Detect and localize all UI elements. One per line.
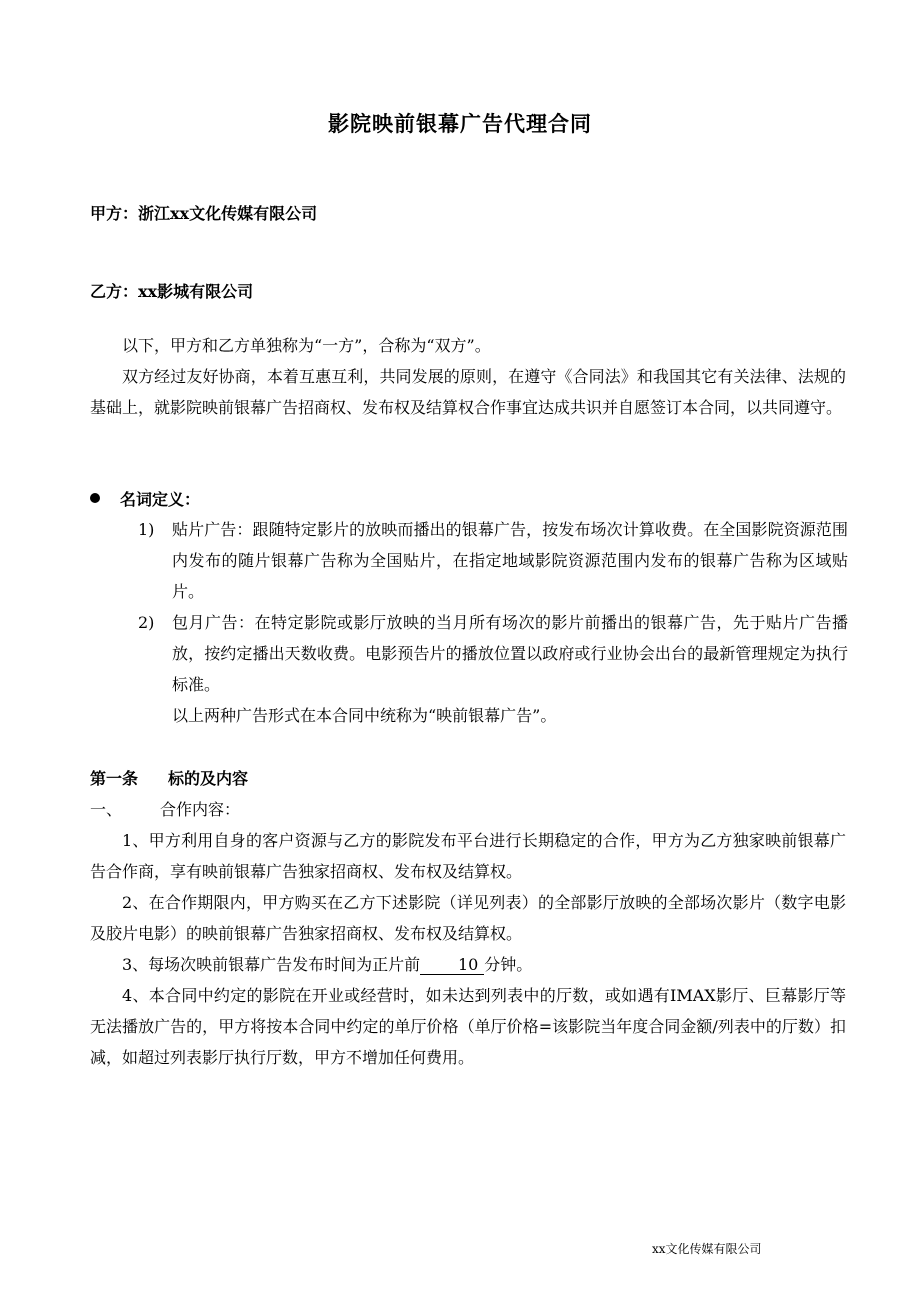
- intro-section: [90, 330, 846, 423]
- bullet-icon: [90, 493, 100, 503]
- article-1-heading: [90, 766, 248, 789]
- definition-number: 2): [138, 613, 155, 632]
- party-b: 乙方：xx影城有限公司: [90, 282, 254, 301]
- ad-duration-value: 10: [420, 955, 484, 975]
- intro-paragraph-1: 以下，甲方和乙方单独称为“一方”，合称为“双方”。: [122, 336, 491, 355]
- definition-number: 1): [138, 520, 155, 539]
- paragraph-3-after: 分钟。: [484, 955, 533, 974]
- article-1-paragraph-2: 2、在合作期限内，甲方购买在乙方下述影院（详见列表）的全部影厅放映的全部场次影片（数字电影及胶片电影）的映前银幕广告独家招商权、发布权及结算权。: [90, 893, 846, 943]
- article-1-label: 第一条: [90, 769, 139, 788]
- article-1-title: 标的及内容: [168, 769, 249, 788]
- intro-paragraph-2: 双方经过友好协商，本着互惠互利，共同发展的原则，在遵守《合同法》和我国其它有关法律、法规的基础上，就影院映前银幕广告招商权、发布权及结算权合作事宜达成共识并自愿签订本合同，以共同遵守。: [90, 367, 846, 417]
- definitions-heading-text: 名词定义：: [120, 490, 201, 509]
- article-1-paragraph-4: 4、本合同中约定的影院在开业或经营时，如未达到列表中的厅数，或如遇有IMAX影厅、巨幕影厅等无法播放广告的，甲方将按本合同中约定的单厅价格（单厅价格=该影院当年度合同金额/列表中的厅数）扣减，如超过列表影厅执行厅数，甲方不增加任何费用。: [90, 986, 846, 1067]
- footer-company: xx文化传媒有限公司: [652, 1242, 762, 1256]
- paragraph-3-before: 3、每场次映前银幕广告发布时间为正片前: [122, 955, 421, 974]
- article-1-content: [90, 825, 846, 1073]
- article-1-sub-label: 一、: [90, 800, 123, 819]
- article-1-paragraph-1: 1、甲方利用自身的客户资源与乙方的影院发布平台进行长期稳定的合作，甲方为乙方独家映前银幕广告合作商，享有映前银幕广告独家招商权、发布权及结算权。: [90, 831, 846, 881]
- article-1-sub-title: 合作内容：: [160, 800, 241, 819]
- article-1-subheading: [90, 797, 240, 820]
- party-a: 甲方：浙江xx文化传媒有限公司: [90, 204, 318, 223]
- article-1-paragraph-3: [90, 949, 846, 980]
- definition-text: 贴片广告：跟随特定影片的放映而播出的银幕广告，按发布场次计算收费。在全国影院资源范围内发布的随片银幕广告称为全国贴片，在指定地域影院资源范围内发布的银幕广告称为区域贴片。: [172, 520, 848, 601]
- definitions-summary: 以上两种广告形式在本合同中统称为“映前银幕广告”。: [172, 706, 557, 725]
- definition-item: [138, 607, 848, 700]
- definition-text: 包月广告：在特定影院或影厅放映的当月所有场次的影片前播出的银幕广告，先于贴片广告播放，按约定播出天数收费。电影预告片的播放位置以政府或行业协会出台的最新管理规定为执行标准。: [172, 613, 848, 694]
- definitions-list: [138, 514, 848, 731]
- definitions-heading: [90, 487, 200, 510]
- document-title: 影院映前银幕广告代理合同: [328, 111, 592, 136]
- definition-item: [138, 514, 848, 607]
